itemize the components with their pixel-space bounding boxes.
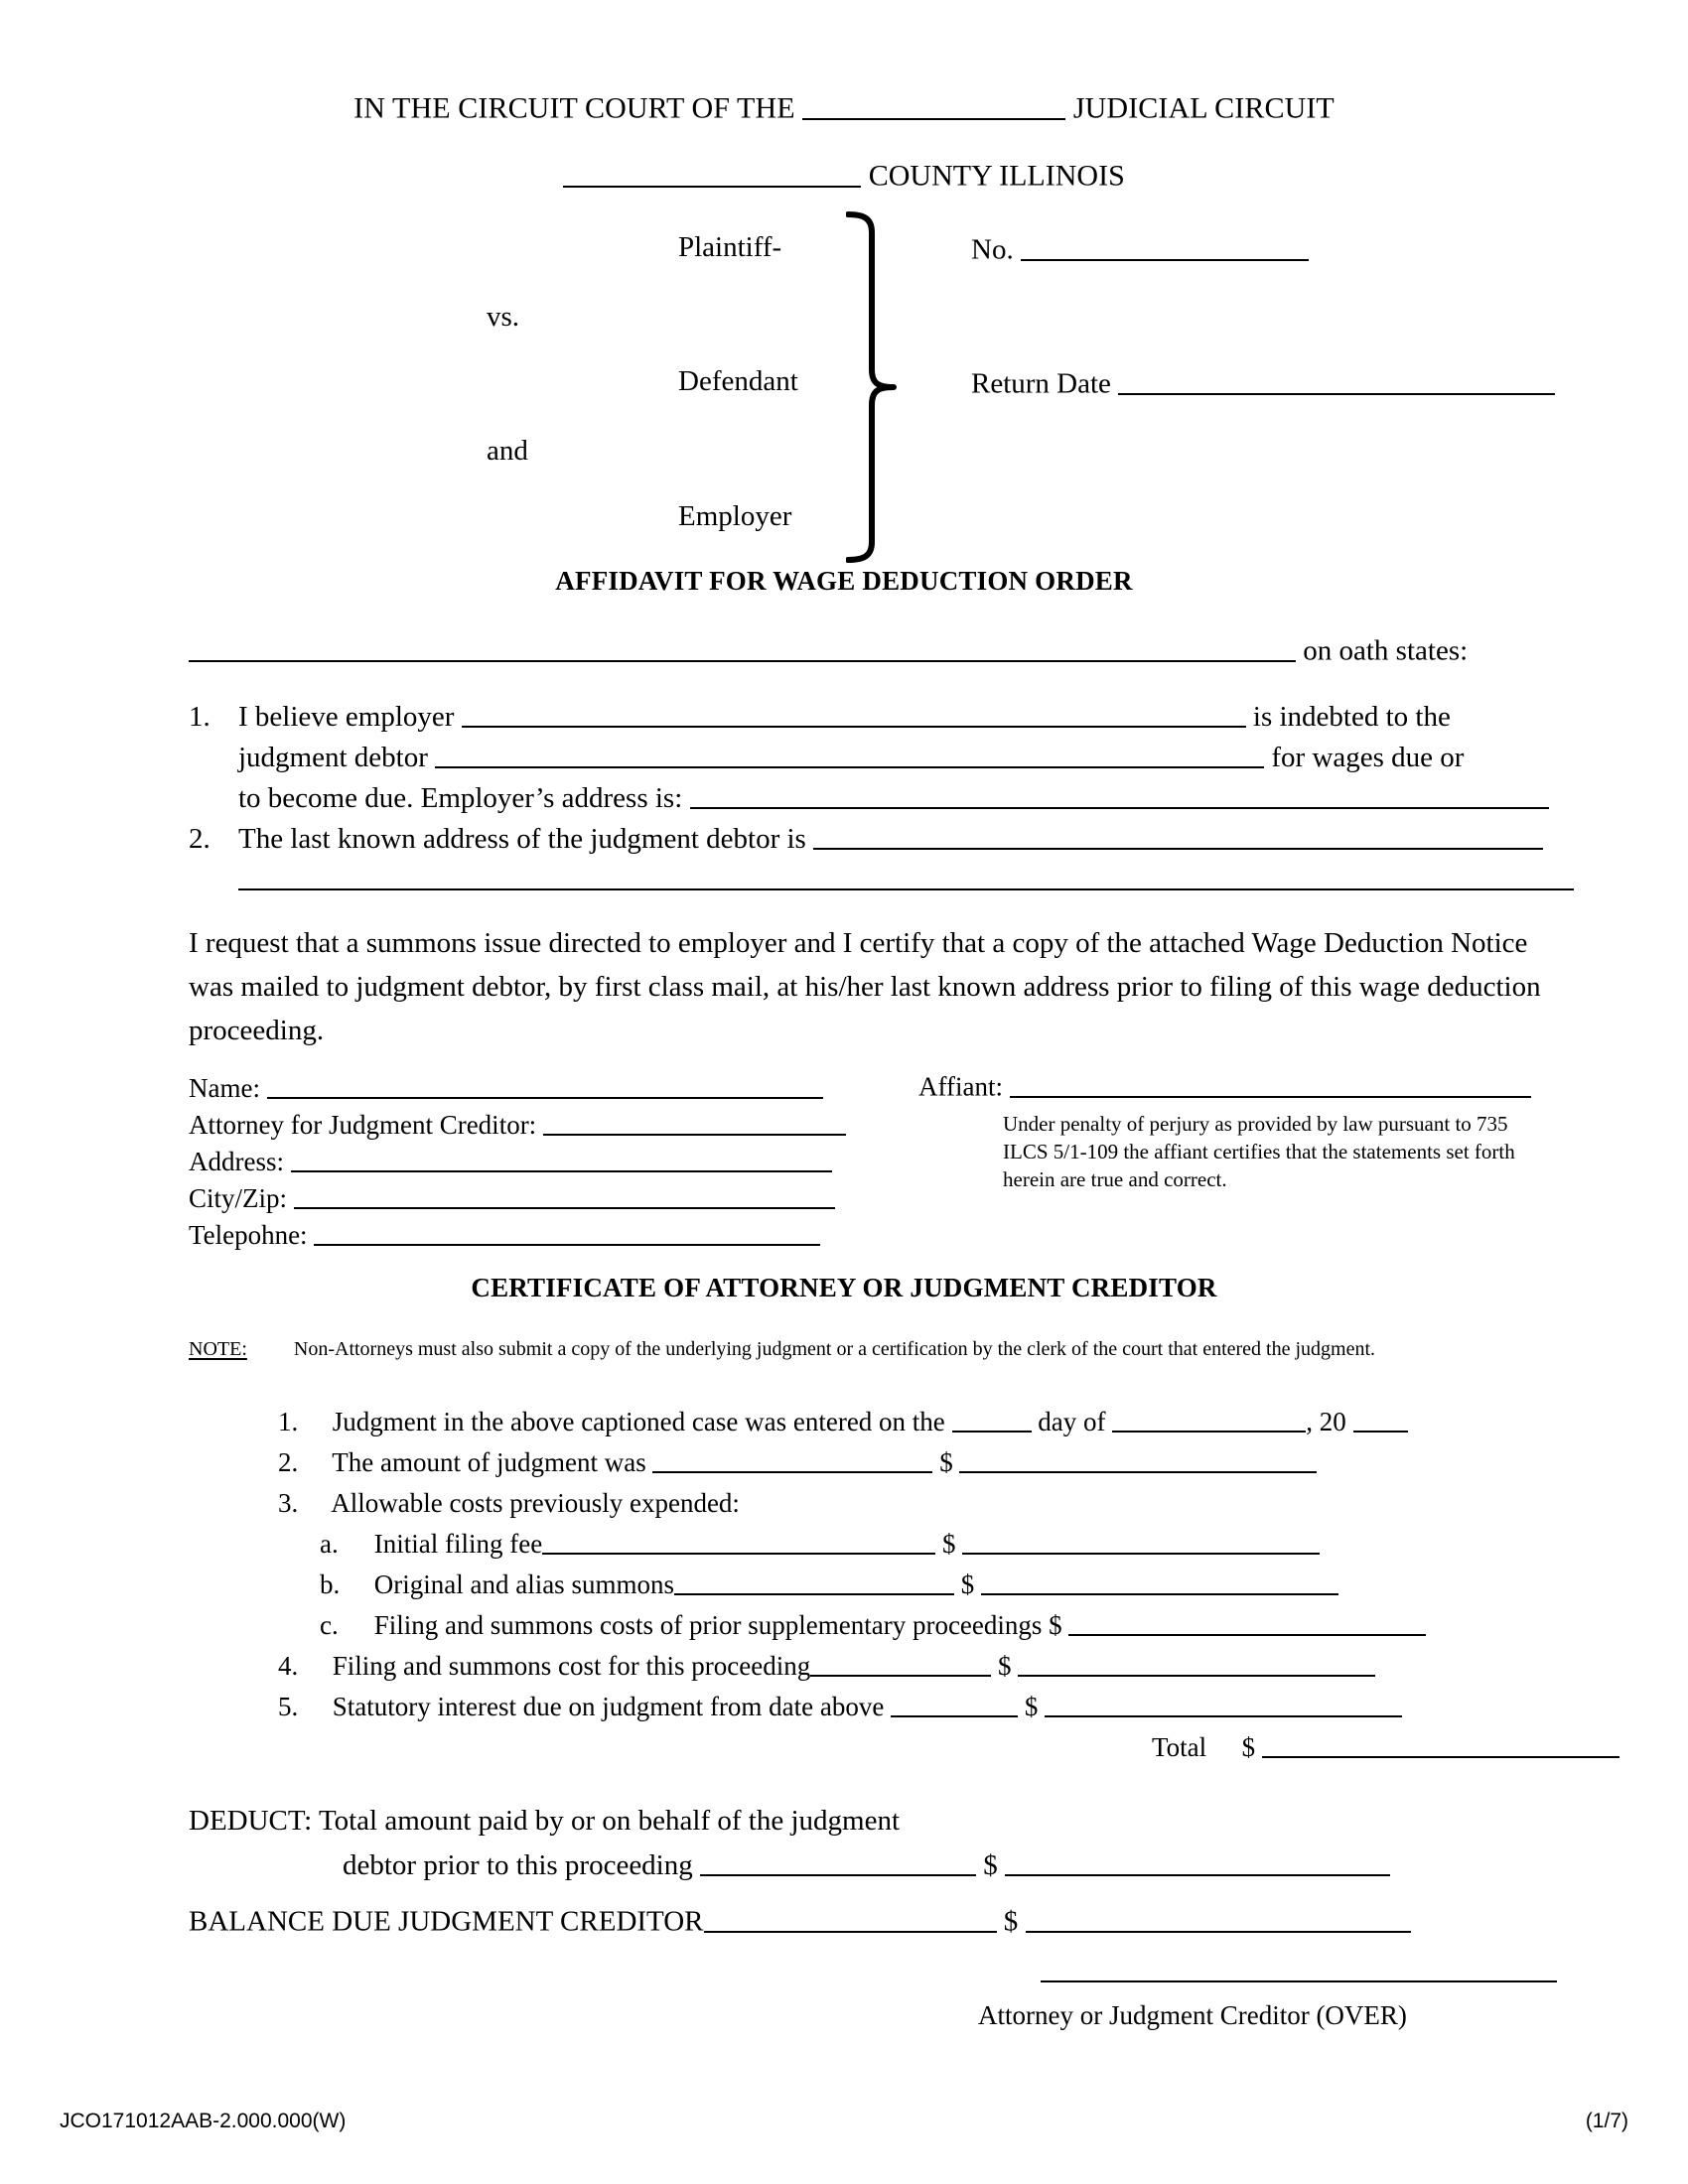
signature-label: Attorney or Judgment Creditor (OVER): [978, 2000, 1407, 2030]
cert-item-3b-lead-blank[interactable]: [674, 1568, 954, 1595]
cert-item-2-number: 2.: [278, 1447, 299, 1477]
cert-item-1: [278, 1402, 1579, 1442]
cert-item-3: [278, 1483, 1579, 1524]
attorney-blank[interactable]: [543, 1108, 846, 1136]
cert-item-2: [278, 1442, 1579, 1483]
deduct-dollar: $: [983, 1849, 998, 1881]
telephone-row: [189, 1217, 846, 1254]
cert-item-3a-amount-blank[interactable]: [962, 1527, 1320, 1555]
affidavit-item-1-line-1-after: is indebted to the: [1252, 701, 1451, 733]
affidavit-item-1-line-3: [189, 778, 1579, 819]
cert-item-3b-dollar: $: [960, 1570, 975, 1599]
name-label: Name:: [189, 1073, 260, 1103]
cert-item-3-text: Allowable costs previously expended:: [331, 1488, 740, 1518]
affidavit-title: AFFIDAVIT FOR WAGE DEDUCTION ORDER: [555, 566, 1133, 596]
cert-item-3-number: 3.: [278, 1488, 299, 1518]
affidavit-item-2-line-2: [189, 860, 1579, 900]
affidavit-item-2-line-1-before: The last known address of the judgment debtor is: [238, 823, 806, 855]
court-header-suffix: JUDICIAL CIRCUIT: [1072, 91, 1335, 125]
cert-item-1-text-b: day of: [1038, 1407, 1106, 1436]
telephone-label: Telepohne:: [189, 1220, 308, 1250]
note-label: NOTE:: [189, 1338, 247, 1360]
deduct-lead-blank[interactable]: [700, 1846, 976, 1876]
county-header-suffix: COUNTY ILLINOIS: [868, 159, 1125, 193]
cert-item-2-dollar: $: [939, 1447, 953, 1477]
caption-plaintiff-label: Plaintiff-: [678, 231, 782, 263]
cityzip-row: [189, 1180, 846, 1217]
court-header-prefix: IN THE CIRCUIT COURT OF THE: [353, 91, 795, 125]
return-date-blank[interactable]: [1118, 365, 1555, 395]
cert-item-5-dollar: $: [1024, 1692, 1039, 1721]
certificate-items: [278, 1402, 1579, 1768]
deduct-block: [189, 1799, 1390, 1888]
return-date-label: Return Date: [971, 367, 1111, 400]
affidavit-item-2-number: 2.: [189, 823, 211, 855]
balance-dollar: $: [1003, 1905, 1019, 1938]
affidavit-item-1-line-2-after: for wages due or: [1271, 742, 1465, 773]
cert-item-2-amount-blank[interactable]: [959, 1445, 1317, 1473]
cert-item-3a: [278, 1524, 1579, 1565]
employer-address-blank[interactable]: [690, 779, 1549, 809]
cert-item-3c-dollar: $: [1049, 1610, 1062, 1640]
case-number-blank[interactable]: [1021, 231, 1309, 261]
return-date-line: [971, 365, 1555, 401]
cert-item-4-number: 4.: [278, 1651, 299, 1681]
court-header-line: [0, 89, 1688, 126]
cert-item-3a-lead-blank[interactable]: [542, 1527, 935, 1555]
address-row: [189, 1144, 846, 1180]
cityzip-label: City/Zip:: [189, 1183, 288, 1213]
balance-amount-blank[interactable]: [1026, 1903, 1411, 1933]
cert-item-3c-amount-blank[interactable]: [1068, 1608, 1426, 1636]
affiant-name-blank[interactable]: [189, 632, 1296, 662]
cert-item-3c-text: Filing and summons costs of prior supplementary proceedings: [373, 1610, 1043, 1640]
cert-item-4-amount-blank[interactable]: [1018, 1649, 1375, 1677]
cert-item-2-lead-blank[interactable]: [652, 1445, 932, 1473]
affiant-signature-blank[interactable]: [1010, 1070, 1531, 1098]
affiant-label: Affiant:: [918, 1071, 1003, 1102]
cert-total-blank[interactable]: [1262, 1730, 1619, 1758]
cert-item-3b-text: Original and alias summons: [373, 1570, 674, 1599]
cert-item-3a-number: a.: [320, 1529, 339, 1559]
cert-item-4-text: Filing and summons cost for this proceeding: [332, 1651, 811, 1681]
case-number-label: No.: [971, 233, 1014, 266]
oath-suffix: on oath states:: [1303, 634, 1469, 667]
request-paragraph: I request that a summons issue directed to employer and I certify that a copy of the attached Wage Deduction Notice was mailed to judgment debtor, by first class mail, at his/her last known address prior to filing of this wage deduction proceeding.: [189, 927, 1541, 1046]
affidavit-item-1: [189, 697, 1579, 738]
cert-item-4: [278, 1646, 1579, 1687]
deduct-amount-blank[interactable]: [1005, 1846, 1390, 1876]
balance-lead-blank[interactable]: [704, 1903, 997, 1933]
judgment-debtor-blank[interactable]: [435, 739, 1264, 768]
signature-blank[interactable]: [1041, 1980, 1557, 1982]
deduct-line-1: DEDUCT: Total amount paid by or on behalf of the judgment: [189, 1805, 901, 1837]
county-header-line: [0, 157, 1688, 194]
cert-item-5-amount-blank[interactable]: [1045, 1690, 1402, 1717]
cert-item-5-lead-blank[interactable]: [891, 1690, 1018, 1717]
caption-vs-label: vs.: [487, 301, 520, 333]
judgment-year-blank[interactable]: [1353, 1405, 1408, 1433]
caption-and-label: and: [487, 435, 528, 467]
footer-page-number: (1/7): [1585, 2110, 1628, 2132]
creditor-info-block: [189, 1070, 846, 1254]
telephone-blank[interactable]: [314, 1218, 820, 1246]
cert-item-3b-amount-blank[interactable]: [981, 1568, 1338, 1595]
oath-line: [189, 632, 1569, 668]
judgment-day-blank[interactable]: [952, 1405, 1032, 1433]
cert-item-3a-text: Initial filing fee: [373, 1529, 543, 1559]
cert-item-2-text: The amount of judgment was: [332, 1447, 646, 1477]
cert-item-1-text-a: Judgment in the above captioned case was entered on the: [332, 1407, 945, 1436]
affidavit-item-1-line-3-before: to become due. Employer’s address is:: [238, 782, 683, 814]
affidavit-item-1-line-2-before: judgment debtor: [238, 742, 428, 773]
cert-item-5-text: Statutory interest due on judgment from date above: [332, 1692, 885, 1721]
judgment-month-blank[interactable]: [1112, 1405, 1306, 1433]
name-blank[interactable]: [267, 1071, 823, 1099]
judicial-circuit-blank[interactable]: [802, 89, 1065, 120]
cert-item-4-dollar: $: [997, 1651, 1012, 1681]
balance-due-row: [189, 1903, 1411, 1939]
note-text: Non-Attorneys must also submit a copy of the underlying judgment or a certification by the clerk of the court that entered the judgment.: [293, 1338, 1376, 1360]
balance-due-label: BALANCE DUE JUDGMENT CREDITOR: [189, 1905, 704, 1938]
attorney-label: Attorney for Judgment Creditor:: [189, 1110, 537, 1140]
affidavit-item-2: [189, 819, 1579, 860]
address-label: Address:: [189, 1147, 284, 1176]
cert-item-5: [278, 1687, 1579, 1727]
cert-item-3c-number: c.: [320, 1610, 339, 1640]
affidavit-item-1-line-1-before: I believe employer: [238, 701, 455, 733]
perjury-statement: Under penalty of perjury as provided by law pursuant to 735 ILCS 5/1-109 the affiant certifies that the statements set forth herein are true and correct.: [1003, 1112, 1515, 1191]
affiant-row: [918, 1070, 1531, 1103]
footer-form-code: JCO171012AAB-2.000.000(W): [60, 2110, 347, 2132]
cert-item-3b-number: b.: [320, 1570, 341, 1599]
affidavit-item-1-line-2: [189, 738, 1579, 778]
cert-item-3b: [278, 1565, 1579, 1605]
cert-item-1-text-c: , 20: [1306, 1407, 1346, 1436]
deduct-line-2: [189, 1843, 1390, 1888]
debtor-address-blank[interactable]: [813, 820, 1543, 850]
cert-total-row: [278, 1727, 1579, 1768]
address-blank[interactable]: [291, 1145, 832, 1172]
caption-employer-label: Employer: [678, 500, 792, 532]
name-row: [189, 1070, 846, 1107]
case-number-line: [971, 231, 1309, 267]
cert-item-1-number: 1.: [278, 1407, 299, 1436]
certificate-title: CERTIFICATE OF ATTORNEY OR JUDGMENT CREDITOR: [471, 1273, 1217, 1302]
attorney-row: [189, 1107, 846, 1144]
cert-total-label: Total: [1152, 1732, 1207, 1762]
cert-item-3a-dollar: $: [941, 1529, 956, 1559]
cityzip-blank[interactable]: [294, 1181, 835, 1209]
cert-item-3c: [278, 1605, 1579, 1646]
cert-total-dollar: $: [1241, 1732, 1256, 1762]
affidavit-item-1-number: 1.: [189, 701, 211, 733]
affidavit-items: [189, 697, 1579, 900]
caption-brace: [846, 210, 915, 568]
employer-name-blank[interactable]: [462, 698, 1246, 728]
cert-item-4-lead-blank[interactable]: [810, 1649, 991, 1677]
caption-defendant-label: Defendant: [678, 365, 798, 397]
note-row: [189, 1338, 1375, 1361]
deduct-line-2-text: debtor prior to this proceeding: [343, 1849, 693, 1881]
cert-item-5-number: 5.: [278, 1692, 299, 1721]
debtor-address-blank-2[interactable]: [238, 861, 1574, 890]
county-blank[interactable]: [563, 157, 861, 188]
